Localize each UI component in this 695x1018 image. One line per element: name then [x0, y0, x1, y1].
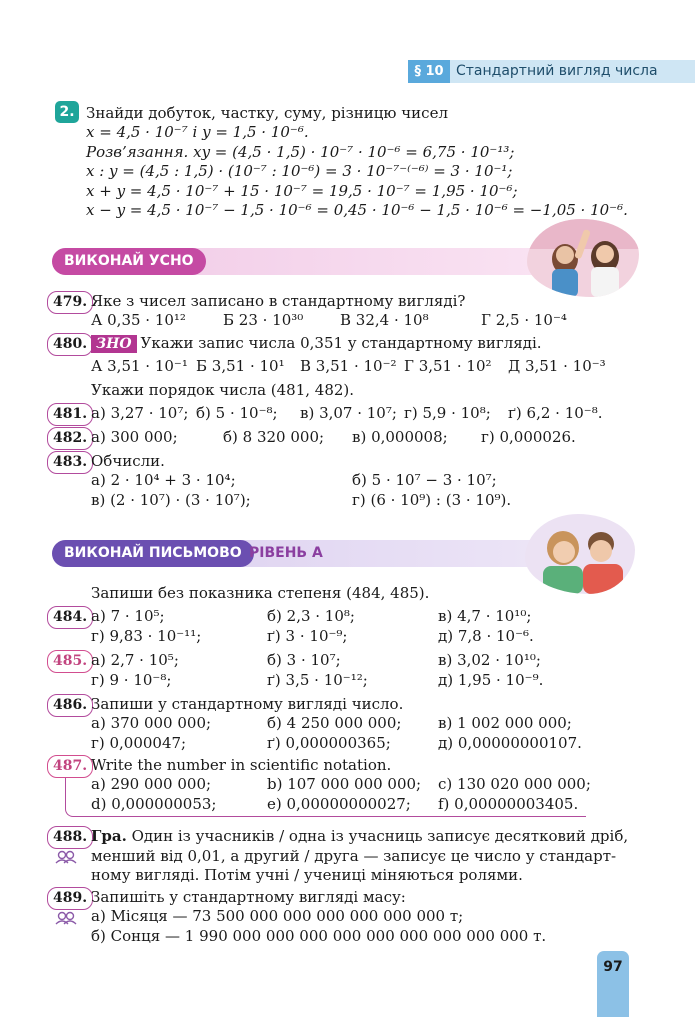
- example-number-badge: 2.: [55, 101, 79, 123]
- example-given: x = 4,5 · 10⁻⁷ і y = 1,5 · 10⁻⁶.: [86, 123, 309, 141]
- ex479-option-b: Б 23 · 10³⁰: [223, 311, 304, 329]
- example-task: Знайди добуток, частку, суму, різницю чисел: [86, 104, 448, 122]
- students-photo-oral-image: [527, 219, 639, 297]
- ex486-e: ґ) 0,000000365;: [267, 734, 391, 752]
- ex487-b: b) 107 000 000 000;: [267, 775, 422, 793]
- ex479-option-c: В 32,4 · 10⁸: [340, 311, 429, 329]
- ex480-option-d: Г 3,51 · 10²: [404, 357, 492, 375]
- ex484-f: д) 7,8 · 10⁻⁶.: [438, 627, 534, 645]
- exercise-number-489: 489.: [47, 887, 93, 910]
- ex486-task: Запиши у стандартному вигляді число.: [91, 695, 404, 713]
- ex488-line1-text: Один із учасників / одна із учасниць записує десятковий дріб,: [131, 827, 629, 845]
- ex484-c: в) 4,7 · 10¹⁰;: [438, 607, 532, 625]
- ex480-option-e: Д 3,51 · 10⁻³: [508, 357, 606, 375]
- ex481-c: в) 3,07 · 10⁷;: [300, 404, 397, 422]
- ex480-option-b: Б 3,51 · 10¹: [196, 357, 285, 375]
- ex485-e: ґ) 3,5 · 10⁻¹²;: [267, 671, 368, 689]
- ex486-a: а) 370 000 000;: [91, 714, 212, 732]
- ex487-d: d) 0,000000053;: [91, 795, 217, 813]
- intro-484-485: Запиши без показника степеня (484, 485).: [91, 584, 430, 602]
- exercise-number-479: 479.: [47, 291, 93, 314]
- exercise-number-484: 484.: [47, 606, 93, 629]
- ex488-line1: [91, 827, 628, 846]
- students-photo-written: [525, 514, 635, 594]
- ex485-b: б) 3 · 10⁷;: [267, 651, 341, 669]
- ex481-d: г) 5,9 · 10⁸;: [404, 404, 491, 422]
- exercise-number-482: 482.: [47, 427, 93, 450]
- ex483-c: в) (2 · 10⁷) · (3 · 10⁷);: [91, 491, 251, 509]
- example-solution-line2: x : y = (4,5 : 1,5) · (10⁻⁷ : 10⁻⁶) = 3 · 10⁻⁷⁻⁽⁻⁶⁾ = 3 · 10⁻¹;: [86, 162, 513, 180]
- ex482-a: а) 300 000;: [91, 428, 178, 446]
- students-photo-oral: [527, 219, 639, 297]
- exercise-number-481: 481.: [47, 403, 93, 426]
- exercise-number-487: 487.: [47, 755, 93, 778]
- page-number: 97: [597, 951, 629, 1017]
- ex488-label: Гра.: [91, 827, 127, 845]
- ex479-option-d: Г 2,5 · 10⁻⁴: [481, 311, 567, 329]
- ex487-a: a) 290 000 000;: [91, 775, 212, 793]
- ex482-b: б) 8 320 000;: [223, 428, 325, 446]
- ex485-c: в) 3,02 · 10¹⁰;: [438, 651, 541, 669]
- ex486-f: д) 0,00000000107.: [438, 734, 582, 752]
- ex482-c: в) 0,000008;: [352, 428, 448, 446]
- example-solution-line4: x − y = 4,5 · 10⁻⁷ − 1,5 · 10⁻⁶ = 0,45 · 10⁻⁶ − 1,5 · 10⁻⁶ = −1,05 · 10⁻⁶.: [86, 201, 628, 219]
- ex485-d: г) 9 · 10⁻⁸;: [91, 671, 172, 689]
- exercise-number-486: 486.: [47, 694, 93, 717]
- pair-work-icon: [55, 911, 77, 925]
- ex484-e: ґ) 3 · 10⁻⁹;: [267, 627, 348, 645]
- ex484-a: а) 7 · 10⁵;: [91, 607, 165, 625]
- solution-label: Розв’язання.: [86, 143, 189, 161]
- written-section-level: РІВЕНЬ А: [249, 545, 323, 561]
- pair-work-icon: [55, 850, 77, 864]
- ex488-line3: ному вигляді. Потім учні / учениці міняються ролями.: [91, 866, 523, 884]
- ex481-e: ґ) 6,2 · 10⁻⁸.: [508, 404, 603, 422]
- ex486-d: г) 0,000047;: [91, 734, 187, 752]
- ex479-question: Яке з чисел записано в стандартному вигляді?: [91, 292, 466, 310]
- exercise-number-483: 483.: [47, 451, 93, 474]
- ex483-task: Обчисли.: [91, 452, 165, 470]
- ex483-d: г) (6 · 10⁹) : (3 · 10⁹).: [352, 491, 512, 509]
- ex481-b: б) 5 · 10⁻⁸;: [196, 404, 278, 422]
- ex489-a: а) Місяця — 73 500 000 000 000 000 000 000 т;: [91, 907, 464, 925]
- example-solution-line1: [86, 143, 514, 162]
- ex480-option-a: А 3,51 · 10⁻¹: [91, 357, 188, 375]
- ex485-f: д) 1,95 · 10⁻⁹.: [438, 671, 544, 689]
- solution-product: xy = (4,5 · 1,5) · 10⁻⁷ · 10⁻⁶ = 6,75 · 10⁻¹³;: [193, 143, 515, 161]
- exercise-number-485: 485.: [47, 650, 93, 673]
- ex482-d: г) 0,000026.: [481, 428, 576, 446]
- ex487-task: Write the number in scientific notation.: [91, 756, 392, 774]
- students-photo-written-image: [525, 514, 635, 594]
- ex484-b: б) 2,3 · 10⁸;: [267, 607, 355, 625]
- ex488-line2: менший від 0,01, а другий / друга — записує це число у стандарт-: [91, 847, 617, 865]
- ex485-a: а) 2,7 · 10⁵;: [91, 651, 179, 669]
- ex480-question: Укажи запис числа 0,351 у стандартному вигляді.: [140, 334, 542, 352]
- ex489-b: б) Сонця — 1 990 000 000 000 000 000 000 000 000 000 т.: [91, 927, 547, 945]
- written-section-title: ВИКОНАЙ ПИСЬМОВО: [52, 540, 254, 567]
- exercise-number-480: 480.: [47, 333, 93, 356]
- ex486-c: в) 1 002 000 000;: [438, 714, 572, 732]
- exercise-number-488: 488.: [47, 826, 93, 849]
- ex480-option-c: В 3,51 · 10⁻²: [300, 357, 397, 375]
- ex479-option-a: А 0,35 · 10¹²: [91, 311, 186, 329]
- ex489-task: Запишіть у стандартному вигляді масу:: [91, 888, 406, 906]
- ex483-a: а) 2 · 10⁴ + 3 · 10⁴;: [91, 471, 236, 489]
- ex487-f: f) 0,00000003405.: [438, 795, 579, 813]
- oral-section-title: ВИКОНАЙ УСНО: [52, 248, 206, 275]
- section-number: § 10: [408, 60, 450, 83]
- ex484-d: г) 9,83 · 10⁻¹¹;: [91, 627, 202, 645]
- ex487-c: c) 130 020 000 000;: [438, 775, 591, 793]
- ex481-a: а) 3,27 · 10⁷;: [91, 404, 189, 422]
- ex486-b: б) 4 250 000 000;: [267, 714, 402, 732]
- example-solution-line3: x + y = 4,5 · 10⁻⁷ + 15 · 10⁻⁷ = 19,5 · 10⁻⁷ = 1,95 · 10⁻⁶;: [86, 182, 518, 200]
- zno-badge: ЗНО: [91, 335, 137, 353]
- ex480-question-line: [91, 334, 542, 353]
- section-title: Стандартний вигляд числа: [456, 63, 658, 79]
- intro-481-482: Укажи порядок числа (481, 482).: [91, 381, 355, 399]
- ex487-e: e) 0,00000000027;: [267, 795, 411, 813]
- ex483-b: б) 5 · 10⁷ − 3 · 10⁷;: [352, 471, 497, 489]
